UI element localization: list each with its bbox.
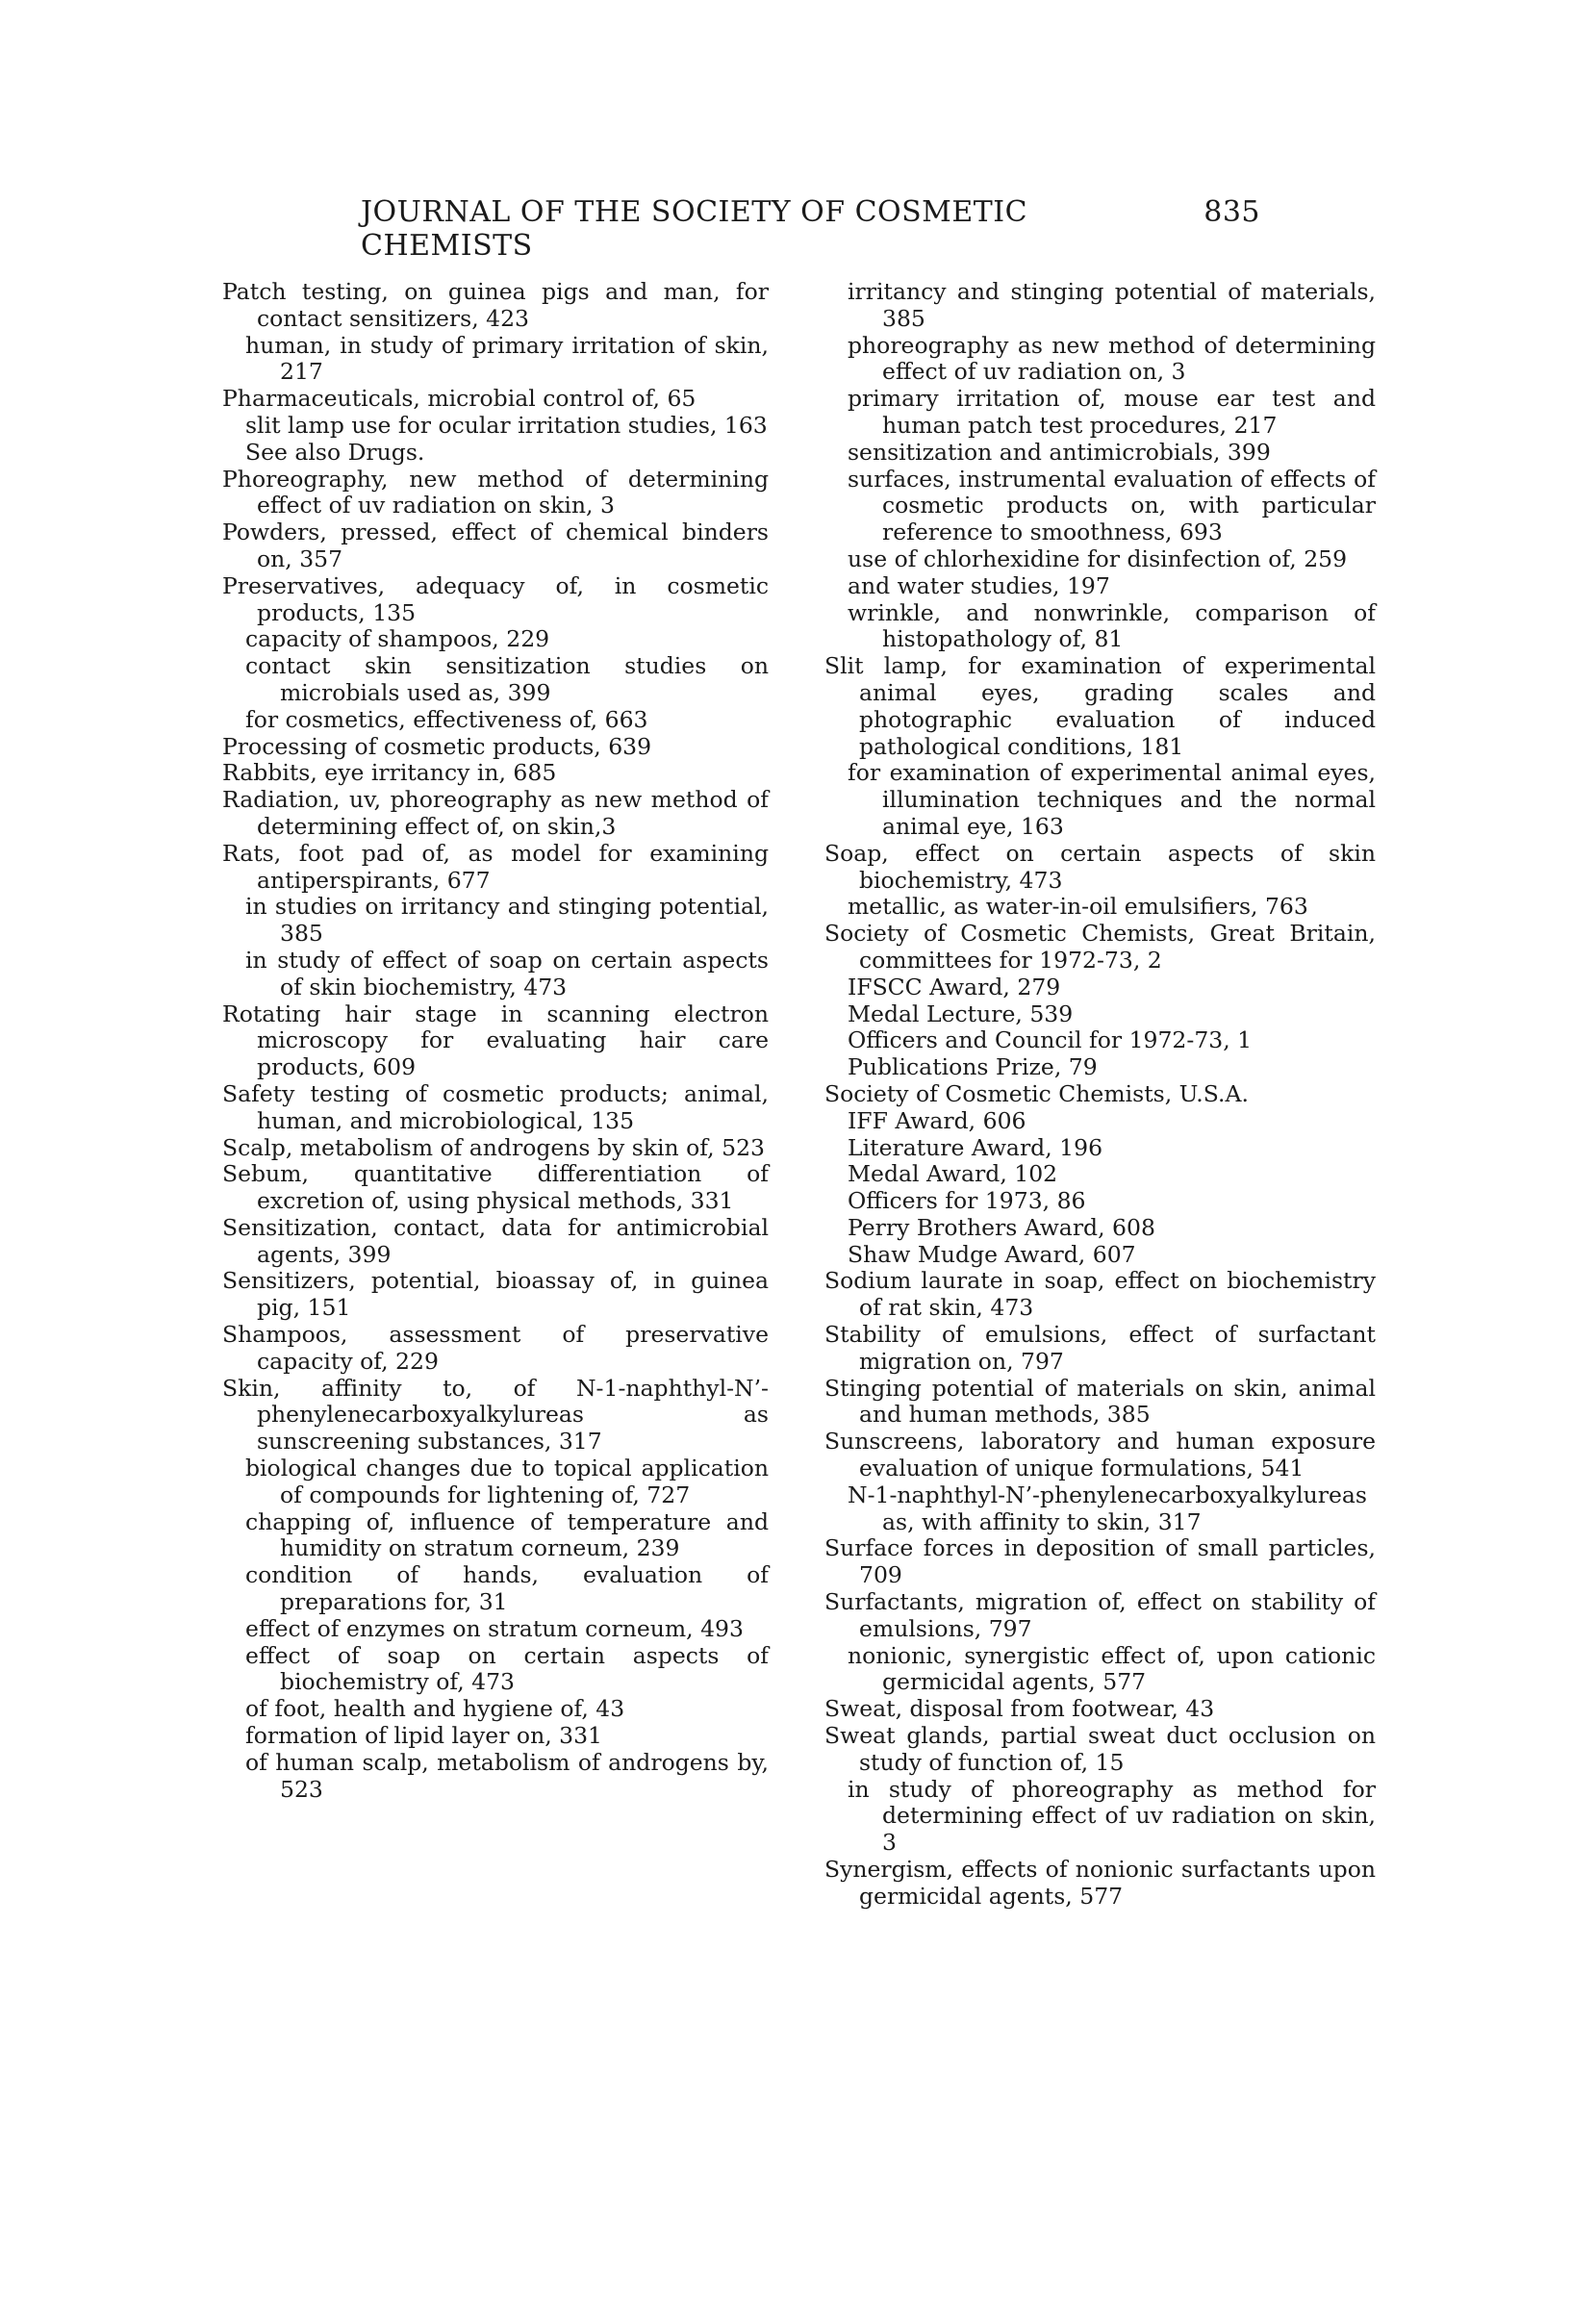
index-subentry: slit lamp use for ocular irritation studies, 163: [245, 411, 768, 439]
index-subentry: IFSCC Award, 279: [848, 973, 1061, 1000]
index-entry: Synergism, effects of nonionic surfactants upon germicidal agents, 577: [824, 1856, 1376, 1910]
index-subentry: contact skin sensitization studies on microbials used as, 399: [245, 652, 769, 706]
running-header: [361, 195, 1260, 263]
index-subentry: of human scalp, metabolism of androgens by, 523: [245, 1748, 769, 1803]
index-subentry: of foot, health and hygiene of, 43: [245, 1695, 625, 1723]
index-subentry: formation of lipid layer on, 331: [245, 1722, 602, 1750]
index-entry: Phoreography, new method of determining effect of uv radiation on skin, 3: [222, 465, 769, 519]
index-subentry: condition of hands, evaluation of preparations for, 31: [245, 1561, 769, 1616]
index-subentry: primary irritation of, mouse ear test and human patch test procedures, 217: [848, 385, 1376, 439]
index-entry: Society of Cosmetic Chemists, U.S.A.: [824, 1079, 1249, 1107]
index-entry: Processing of cosmetic products, 639: [222, 732, 652, 760]
index-entry: Scalp, metabolism of androgens by skin of, 523: [222, 1133, 765, 1161]
index-subentry: irritancy and stinging potential of materials, 385: [848, 278, 1376, 332]
index-subentry: Medal Lecture, 539: [848, 1000, 1074, 1027]
index-subentry: Perry Brothers Award, 608: [848, 1213, 1155, 1241]
index-subentry: Medal Award, 102: [848, 1160, 1058, 1188]
index-subentry: phoreography as new method of determining effect of uv radiation on, 3: [848, 331, 1376, 386]
index-subentry: use of chlorhexidine for disinfection of, 259: [848, 544, 1348, 572]
index-entry: Slit lamp, for examination of experimental animal eyes, grading scales and photographic evaluation of induced pathological conditions, 181: [824, 652, 1376, 760]
index-subentry: Officers for 1973, 86: [848, 1187, 1086, 1215]
index-subentry: Shaw Mudge Award, 607: [848, 1240, 1136, 1268]
index-column-left: [222, 279, 769, 2203]
index-subentry: effect of soap on certain aspects of biochemistry of, 473: [245, 1641, 769, 1696]
index-subentry: human, in study of primary irritation of skin, 217: [245, 331, 769, 386]
index-entry: Rabbits, eye irritancy in, 685: [222, 759, 557, 787]
index-entry: Sensitizers, potential, bioassay of, in guinea pig, 151: [222, 1267, 769, 1322]
index-entry: Surfactants, migration of, effect on stability of emulsions, 797: [824, 1588, 1376, 1642]
index-entry: Rats, foot pad of, as model for examining antiperspirants, 677: [222, 839, 769, 894]
index-entry: Preservatives, adequacy of, in cosmetic products, 135: [222, 571, 769, 626]
index-entry: Rotating hair stage in scanning electron microscopy for evaluating hair care products, 609: [222, 1000, 769, 1081]
index-entry: Society of Cosmetic Chemists, Great Britain, committees for 1972-73, 2: [824, 920, 1376, 974]
index-subentry: sensitization and antimicrobials, 399: [848, 438, 1271, 466]
index-entry: Patch testing, on guinea pigs and man, for contact sensitizers, 423: [222, 278, 769, 332]
index-entry: Skin, affinity to, of N-1-naphthyl-N’-phenylenecarboxyalkylureas as sunscreening substances, 317: [222, 1374, 769, 1456]
index-entry: Stability of emulsions, effect of surfactant migration on, 797: [824, 1321, 1376, 1375]
journal-title: JOURNAL OF THE SOCIETY OF COSMETIC CHEMISTS: [361, 195, 1028, 263]
index-subentry: IFF Award, 606: [848, 1106, 1026, 1134]
index-subentry: metallic, as water-in-oil emulsifiers, 763: [848, 893, 1308, 921]
index-entry: Sweat, disposal from footwear, 43: [824, 1695, 1215, 1723]
index-subentry: for cosmetics, effectiveness of, 663: [245, 705, 648, 733]
index-subentry: Officers and Council for 1972-73, 1: [848, 1026, 1253, 1054]
index-subentry: N-1-naphthyl-N’-phenylenecarboxyalkylureas as, with affinity to skin, 317: [848, 1481, 1367, 1535]
index-subentry: effect of enzymes on stratum corneum, 493: [245, 1614, 744, 1642]
index-entry: Soap, effect on certain aspects of skin biochemistry, 473: [824, 839, 1376, 894]
index-entry: Sweat glands, partial sweat duct occlusion on study of function of, 15: [824, 1722, 1376, 1776]
index-subentry: Publications Prize, 79: [848, 1053, 1098, 1081]
index-subentry: biological changes due to topical application of compounds for lightening of, 727: [245, 1455, 769, 1508]
index-subentry: in studies on irritancy and stinging potential, 385: [245, 893, 769, 948]
index-entry: Powders, pressed, effect of chemical binders on, 357: [222, 519, 769, 572]
index-subentry: for examination of experimental animal eyes, illumination techniques and the normal animal eye, 163: [848, 759, 1376, 840]
index-entry: Sensitization, contact, data for antimicrobial agents, 399: [222, 1213, 769, 1268]
index-subentry: chapping of, influence of temperature and humidity on stratum corneum, 239: [245, 1507, 769, 1562]
index-subentry: Literature Award, 196: [848, 1133, 1103, 1161]
index-entry: Surface forces in deposition of small particles, 709: [824, 1534, 1376, 1589]
index-subentry: capacity of shampoos, 229: [245, 625, 550, 653]
index-subentry: surfaces, instrumental evaluation of effects of cosmetic products on, with particular reference to smoothness, 693: [848, 465, 1376, 546]
index-entry: Stinging potential of materials on skin, animal and human methods, 385: [824, 1374, 1376, 1429]
index-subentry: in study of effect of soap on certain aspects of skin biochemistry, 473: [245, 946, 769, 1000]
index-entry: Safety testing of cosmetic products; animal, human, and microbiological, 135: [222, 1079, 769, 1134]
index-subentry: and water studies, 197: [848, 571, 1110, 599]
index-entry: Sebum, quantitative differentiation of excretion of, using physical methods, 331: [222, 1160, 769, 1215]
index-subentry: wrinkle, and nonwrinkle, comparison of histopathology of, 81: [848, 598, 1376, 653]
index-subentry: See also Drugs.: [245, 438, 425, 466]
index-entry: Sunscreens, laboratory and human exposure evaluation of unique formulations, 541: [824, 1428, 1376, 1482]
index-column-right: [824, 279, 1376, 2203]
page-number: 835: [1203, 195, 1260, 229]
index-entry: Shampoos, assessment of preservative capacity of, 229: [222, 1321, 769, 1375]
index-entry: Sodium laurate in soap, effect on biochemistry of rat skin, 473: [824, 1267, 1376, 1322]
index-subentry: in study of phoreography as method for determining effect of uv radiation on skin, 3: [848, 1775, 1376, 1857]
index-entry: Pharmaceuticals, microbial control of, 65: [222, 385, 697, 413]
index-entry: Radiation, uv, phoreography as new method of determining effect of, on skin,3: [222, 786, 769, 840]
index-subentry: nonionic, synergistic effect of, upon cationic germicidal agents, 577: [848, 1641, 1376, 1696]
